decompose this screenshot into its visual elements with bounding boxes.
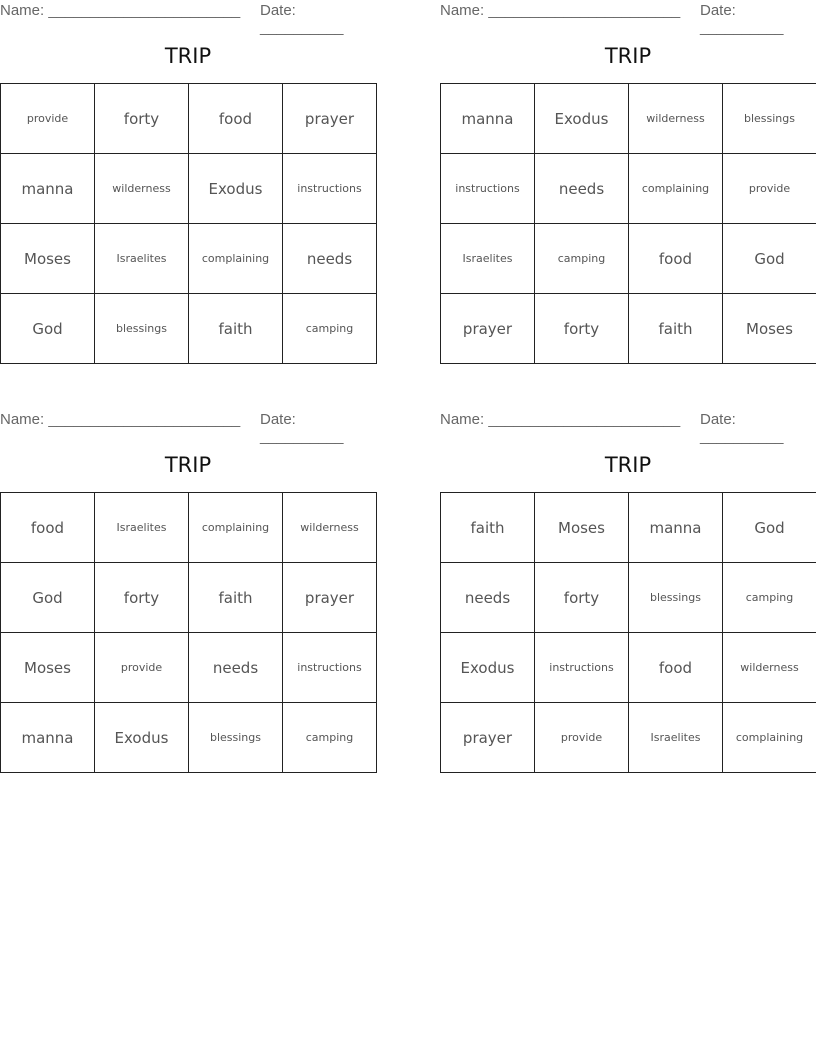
grid-cell: camping xyxy=(535,224,629,294)
grid-cell: forty xyxy=(535,563,629,633)
card-title: TRIP xyxy=(604,44,652,68)
grid-row xyxy=(441,633,816,703)
name-field-label: Name: _______________________ xyxy=(440,2,681,19)
grid-cell: blessings xyxy=(629,563,723,633)
grid-row xyxy=(1,154,377,224)
grid-row xyxy=(441,84,816,154)
grid-cell: Exodus xyxy=(95,703,189,773)
grid-cell: blessings xyxy=(189,703,283,773)
name-field-label: Name: _______________________ xyxy=(0,2,241,19)
grid-row xyxy=(1,294,377,364)
grid-cell: wilderness xyxy=(629,84,723,154)
grid-row xyxy=(441,563,816,633)
grid-cell: food xyxy=(629,224,723,294)
bingo-card xyxy=(440,0,816,364)
bingo-grid xyxy=(0,492,377,773)
date-field-label: Date: __________ xyxy=(700,411,784,445)
bingo-card xyxy=(440,409,816,773)
grid-cell: complaining xyxy=(189,224,283,294)
grid-cell: manna xyxy=(629,493,723,563)
grid-row xyxy=(441,294,816,364)
grid-cell: provide xyxy=(1,84,95,154)
grid-row xyxy=(1,633,377,703)
grid-cell: camping xyxy=(283,294,377,364)
grid-row xyxy=(441,703,816,773)
grid-cell: provide xyxy=(535,703,629,773)
grid-cell: food xyxy=(629,633,723,703)
grid-cell: wilderness xyxy=(95,154,189,224)
grid-cell: God xyxy=(723,224,816,294)
grid-cell: provide xyxy=(95,633,189,703)
grid-cell: Moses xyxy=(723,294,816,364)
grid-row xyxy=(1,84,377,154)
grid-cell: faith xyxy=(629,294,723,364)
grid-cell: God xyxy=(1,294,95,364)
grid-cell: Moses xyxy=(1,633,95,703)
grid-cell: wilderness xyxy=(723,633,816,703)
grid-row xyxy=(441,154,816,224)
grid-cell: prayer xyxy=(441,294,535,364)
grid-cell: food xyxy=(189,84,283,154)
date-field-label: Date: __________ xyxy=(700,2,784,36)
grid-cell: Moses xyxy=(1,224,95,294)
grid-cell: needs xyxy=(189,633,283,703)
grid-cell: blessings xyxy=(723,84,816,154)
grid-cell: prayer xyxy=(283,563,377,633)
grid-cell: faith xyxy=(441,493,535,563)
grid-cell: faith xyxy=(189,563,283,633)
grid-row xyxy=(441,224,816,294)
card-header xyxy=(440,409,816,445)
grid-cell: wilderness xyxy=(283,493,377,563)
grid-cell: God xyxy=(1,563,95,633)
grid-cell: forty xyxy=(535,294,629,364)
grid-cell: prayer xyxy=(441,703,535,773)
name-field-label: Name: _______________________ xyxy=(0,411,241,428)
grid-cell: Moses xyxy=(535,493,629,563)
card-header xyxy=(0,409,376,445)
grid-cell: camping xyxy=(723,563,816,633)
card-title: TRIP xyxy=(164,453,212,477)
grid-cell: Exodus xyxy=(189,154,283,224)
grid-cell: God xyxy=(723,493,816,563)
grid-cell: instructions xyxy=(283,154,377,224)
grid-cell: instructions xyxy=(283,633,377,703)
grid-cell: Israelites xyxy=(441,224,535,294)
grid-cell: Israelites xyxy=(95,224,189,294)
grid-row xyxy=(1,224,377,294)
bingo-grid xyxy=(0,83,377,364)
grid-cell: forty xyxy=(95,84,189,154)
grid-row xyxy=(1,703,377,773)
grid-cell: Israelites xyxy=(95,493,189,563)
grid-cell: manna xyxy=(1,154,95,224)
grid-row xyxy=(1,493,377,563)
grid-cell: complaining xyxy=(189,493,283,563)
grid-cell: faith xyxy=(189,294,283,364)
grid-cell: instructions xyxy=(535,633,629,703)
grid-cell: forty xyxy=(95,563,189,633)
bingo-card xyxy=(0,409,376,773)
grid-cell: Israelites xyxy=(629,703,723,773)
grid-cell: complaining xyxy=(723,703,816,773)
grid-cell: prayer xyxy=(283,84,377,154)
grid-cell: provide xyxy=(723,154,816,224)
grid-cell: instructions xyxy=(441,154,535,224)
grid-cell: Exodus xyxy=(441,633,535,703)
card-header xyxy=(0,0,376,36)
grid-row xyxy=(1,563,377,633)
name-field-label: Name: _______________________ xyxy=(440,411,681,428)
grid-cell: manna xyxy=(441,84,535,154)
card-title: TRIP xyxy=(604,453,652,477)
grid-cell: needs xyxy=(535,154,629,224)
bingo-grid xyxy=(440,492,816,773)
grid-cell: blessings xyxy=(95,294,189,364)
grid-row xyxy=(441,493,816,563)
date-field-label: Date: __________ xyxy=(260,411,344,445)
grid-cell: complaining xyxy=(629,154,723,224)
grid-cell: needs xyxy=(441,563,535,633)
grid-cell: manna xyxy=(1,703,95,773)
bingo-card xyxy=(0,0,376,364)
grid-cell: food xyxy=(1,493,95,563)
card-header xyxy=(440,0,816,36)
grid-cell: needs xyxy=(283,224,377,294)
card-title: TRIP xyxy=(164,44,212,68)
bingo-grid xyxy=(440,83,816,364)
date-field-label: Date: __________ xyxy=(260,2,344,36)
grid-cell: camping xyxy=(283,703,377,773)
grid-cell: Exodus xyxy=(535,84,629,154)
